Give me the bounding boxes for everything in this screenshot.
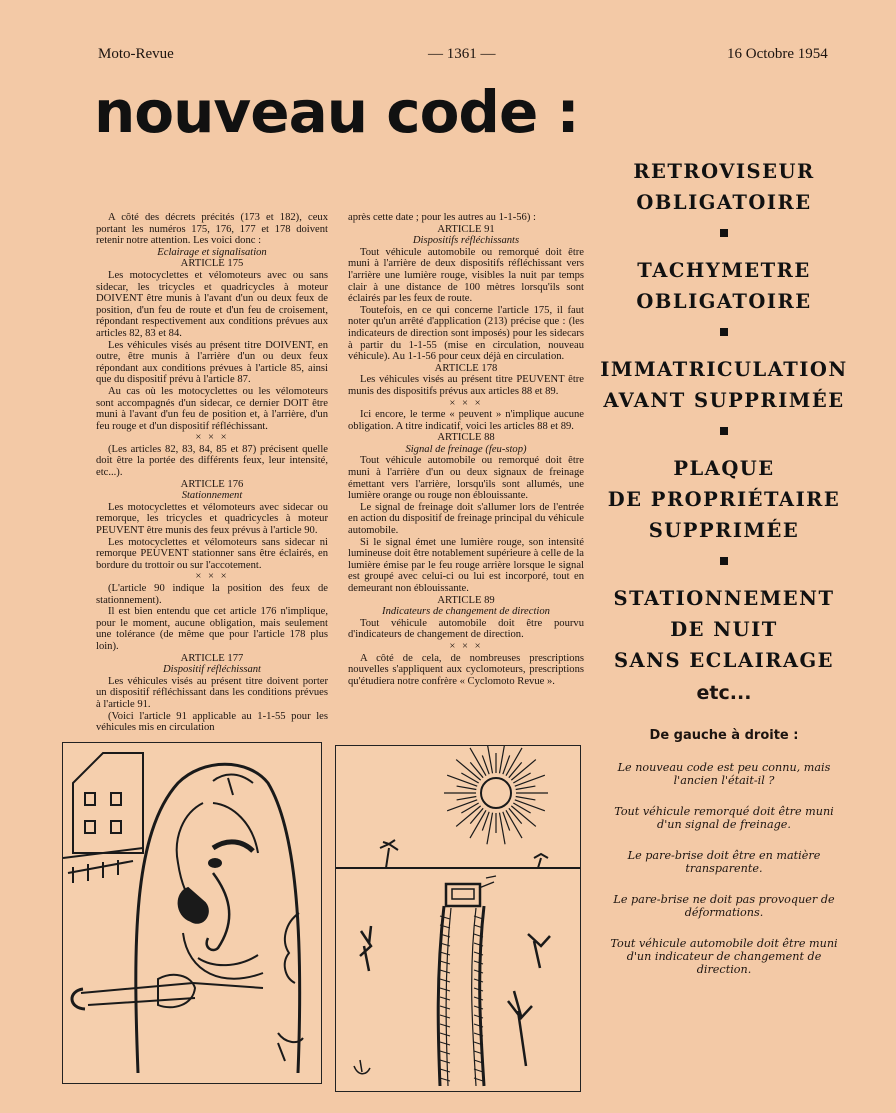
body-paragraph: Au cas où les motocyclettes ou les vélomoteurs sont accompagnés d'un sidecar, ce dernier DOIT être muni à l'avant d'un feu de position et, à l'arrière, d'un feu rouge et d'un dispositif réfléchissant. <box>96 385 328 432</box>
article-heading: ARTICLE 89 <box>437 594 495 606</box>
body-paragraph: Le signal de freinage doit s'allumer lors de l'entrée en action du dispositif de freinage principal du véhicule automobile. <box>348 501 584 537</box>
headline-line: PLAQUE <box>673 457 775 480</box>
sidebar-headline <box>596 453 852 546</box>
running-header-left: Moto-Revue <box>98 46 174 62</box>
headline-line: OBLIGATOIRE <box>636 290 812 313</box>
sidebar-etc: etc... <box>696 682 752 704</box>
body-paragraph: Les motocyclettes et vélomoteurs avec ou sans sidecar, les tricycles et quadricycles à moteur DOIVENT être munis à l'avant d'un ou deux feux de position, d'un feu de route et d'un feu de croisement, répondant respectivement aux conditions prévues aux articles 82, 83 et 84. <box>96 269 328 339</box>
sidebar-headline <box>596 583 852 676</box>
article-subheading: Dispositifs réfléchissants <box>412 235 520 247</box>
mirror-caricature-illustration <box>62 742 322 1084</box>
body-paragraph: Toutefois, en ce qui concerne l'article 175, il faut noter qu'un arrêté d'application (213) précise que : (les indicateurs de direction sont imposés) pour les sidecars à partir du 1-1-55 (mise en circulation, nouveau véhicule). Au 1-1-56 pour ceux déjà en circulation. <box>348 304 584 363</box>
headline-line: DE PROPRIÉTAIRE <box>607 488 841 511</box>
page-number: — 1361 — <box>428 46 496 62</box>
square-bullet-icon <box>720 557 728 565</box>
body-paragraph: Tout véhicule automobile doit être pourvu d'indicateurs de changement de direction. <box>348 617 584 641</box>
desert-sun-tall-vehicle-illustration <box>335 745 581 1092</box>
body-paragraph: Ici encore, le terme « peuvent » n'implique aucune obligation. A titre indicatif, voici les articles 88 et 89. <box>348 409 584 432</box>
body-paragraph: (L'article 90 indique la position des feux de stationnement). <box>96 583 328 606</box>
body-paragraph: Il est bien entendu que cet article 176 n'implique, pour le moment, aucune obligation, mais seulement une tolérance (de même que pour l'article 178 plus loin). <box>96 606 328 652</box>
sidebar <box>596 156 852 976</box>
article-title: nouveau code : <box>94 78 579 146</box>
square-bullet-icon <box>720 427 728 435</box>
headline-line: AVANT SUPPRIMÉE <box>603 389 845 412</box>
body-paragraph: Tout véhicule automobile ou remorqué doit être muni à l'arrière d'un ou deux signaux de freinage émettant vers l'arrière, lorsqu'ils sont allumés, une lumière orange ou rouge non éblouissante. <box>348 455 584 502</box>
body-paragraph: Les véhicules visés au présent titre doivent porter un dispositif réfléchissant dans les conditions prévues à l'article 91. <box>96 675 328 710</box>
headline-line: RETROVISEUR <box>633 160 815 183</box>
sidebar-headlines <box>596 156 852 676</box>
sidebar-headline <box>596 354 852 416</box>
text-column-2 <box>348 212 584 687</box>
headline-line: SANS ECLAIRAGE <box>613 649 835 672</box>
issue-date: 16 Octobre 1954 <box>727 46 828 62</box>
captions-list <box>596 761 852 976</box>
body-paragraph: × × × <box>195 432 229 444</box>
article-subheading: Indicateurs de changement de direction <box>382 606 550 618</box>
article-subheading: Stationnement <box>181 490 243 502</box>
illustration-caption: Le pare-brise ne doit pas provoquer de déformations. <box>613 893 835 919</box>
body-paragraph: A côté des décrets précités (173 et 182), ceux portant les numéros 175, 176, 177 et 178 doivent retenir notre attention. Les voici donc : <box>96 212 328 247</box>
body-paragraph: Les véhicules visés au présent titre PEUVENT être munis des dispositifs prévus aux articles 88 et 89. <box>348 374 584 397</box>
body-paragraph: Les motocyclettes et vélomoteurs sans sidecar ni remorque PEUVENT stationner sans être éclairés, en bordure du trottoir ou sur l'accotement. <box>96 536 328 571</box>
article-heading: ARTICLE 177 <box>180 652 244 664</box>
body-paragraph: × × × <box>195 571 229 583</box>
headline-line: SUPPRIMÉE <box>648 519 800 542</box>
sidebar-headline <box>596 156 852 218</box>
article-heading: ARTICLE 88 <box>437 432 495 444</box>
illustration-caption: Tout véhicule remorqué doit être muni d'un signal de freinage. <box>614 805 834 831</box>
body-paragraph: Les motocyclettes et vélomoteurs avec sidecar ou remorque, les tricycles et quadricycles à moteur PEUVENT être munis des feux prévus à l'article 90. <box>96 501 328 537</box>
article-heading: ARTICLE 91 <box>437 223 495 235</box>
text-column-1 <box>96 212 328 734</box>
body-paragraph: A côté de cela, de nombreuses prescriptions nouvelles s'appliquent aux cyclomoteurs, prescriptions qu'étudiera notre confrère « Cyclomoto Revue ». <box>348 652 584 687</box>
headline-line: OBLIGATOIRE <box>636 191 812 214</box>
illustration-caption: Le nouveau code est peu connu, mais l'ancien l'était-il ? <box>617 761 831 787</box>
captions-heading: De gauche à droite : <box>649 728 799 743</box>
sidebar-headline <box>596 255 852 317</box>
illustration-caption: Le pare-brise doit être en matière transparente. <box>627 849 821 875</box>
body-paragraph: Les véhicules visés au présent titre DOIVENT, en outre, être munis à l'arrière d'un ou deux feux répondant aux conditions prévues à l'article 85, ainsi que du dispositif prévu à l'article 87. <box>96 339 328 386</box>
body-paragraph: (Voici l'article 91 applicable au 1-1-55 pour les véhicules mis en circulation <box>96 710 328 734</box>
square-bullet-icon <box>720 328 728 336</box>
headline-line: STATIONNEMENT <box>613 587 835 610</box>
illustration-caption: Tout véhicule automobile doit être muni d'un indicateur de changement de direction. <box>610 937 838 976</box>
article-heading: ARTICLE 176 <box>180 478 244 490</box>
square-bullet-icon <box>720 229 728 237</box>
article-heading: ARTICLE 178 <box>434 362 498 374</box>
body-paragraph: (Les articles 82, 83, 84, 85 et 87) précisent quelle doit être la portée des différents feux, leur intensité, etc...). <box>96 443 328 479</box>
body-paragraph: Si le signal émet une lumière rouge, son intensité lumineuse doit être notablement supérieure à celle de la lumière émise par le feu rouge arrière lorsque le signal est groupé avec celui-ci ou lui est incorporé, tout en demeurant non éblouissante. <box>348 536 584 594</box>
headline-line: IMMATRICULATION <box>600 358 848 381</box>
headline-line: TACHYMETRE <box>637 259 811 282</box>
article-subheading: Dispositif réfléchissant <box>163 664 261 676</box>
body-paragraph: × × × <box>449 397 483 409</box>
body-paragraph: après cette date ; pour les autres au 1-1-56) : <box>348 212 536 223</box>
headline-line: DE NUIT <box>670 618 778 641</box>
body-paragraph: × × × <box>449 640 483 652</box>
article-subheading: Signal de freinage (feu-stop) <box>405 443 527 455</box>
article-heading: ARTICLE 175 <box>180 258 244 270</box>
body-paragraph: Tout véhicule automobile ou remorqué doit être muni à l'arrière de deux dispositifs réfléchissant vers l'arrière une lumière rouge, visibles la nuit par temps clair à une distance de 100 mètres lorsqu'ils sont éclairés par les feux de route. <box>348 246 584 305</box>
article-subheading: Eclairage et signalisation <box>157 246 267 258</box>
